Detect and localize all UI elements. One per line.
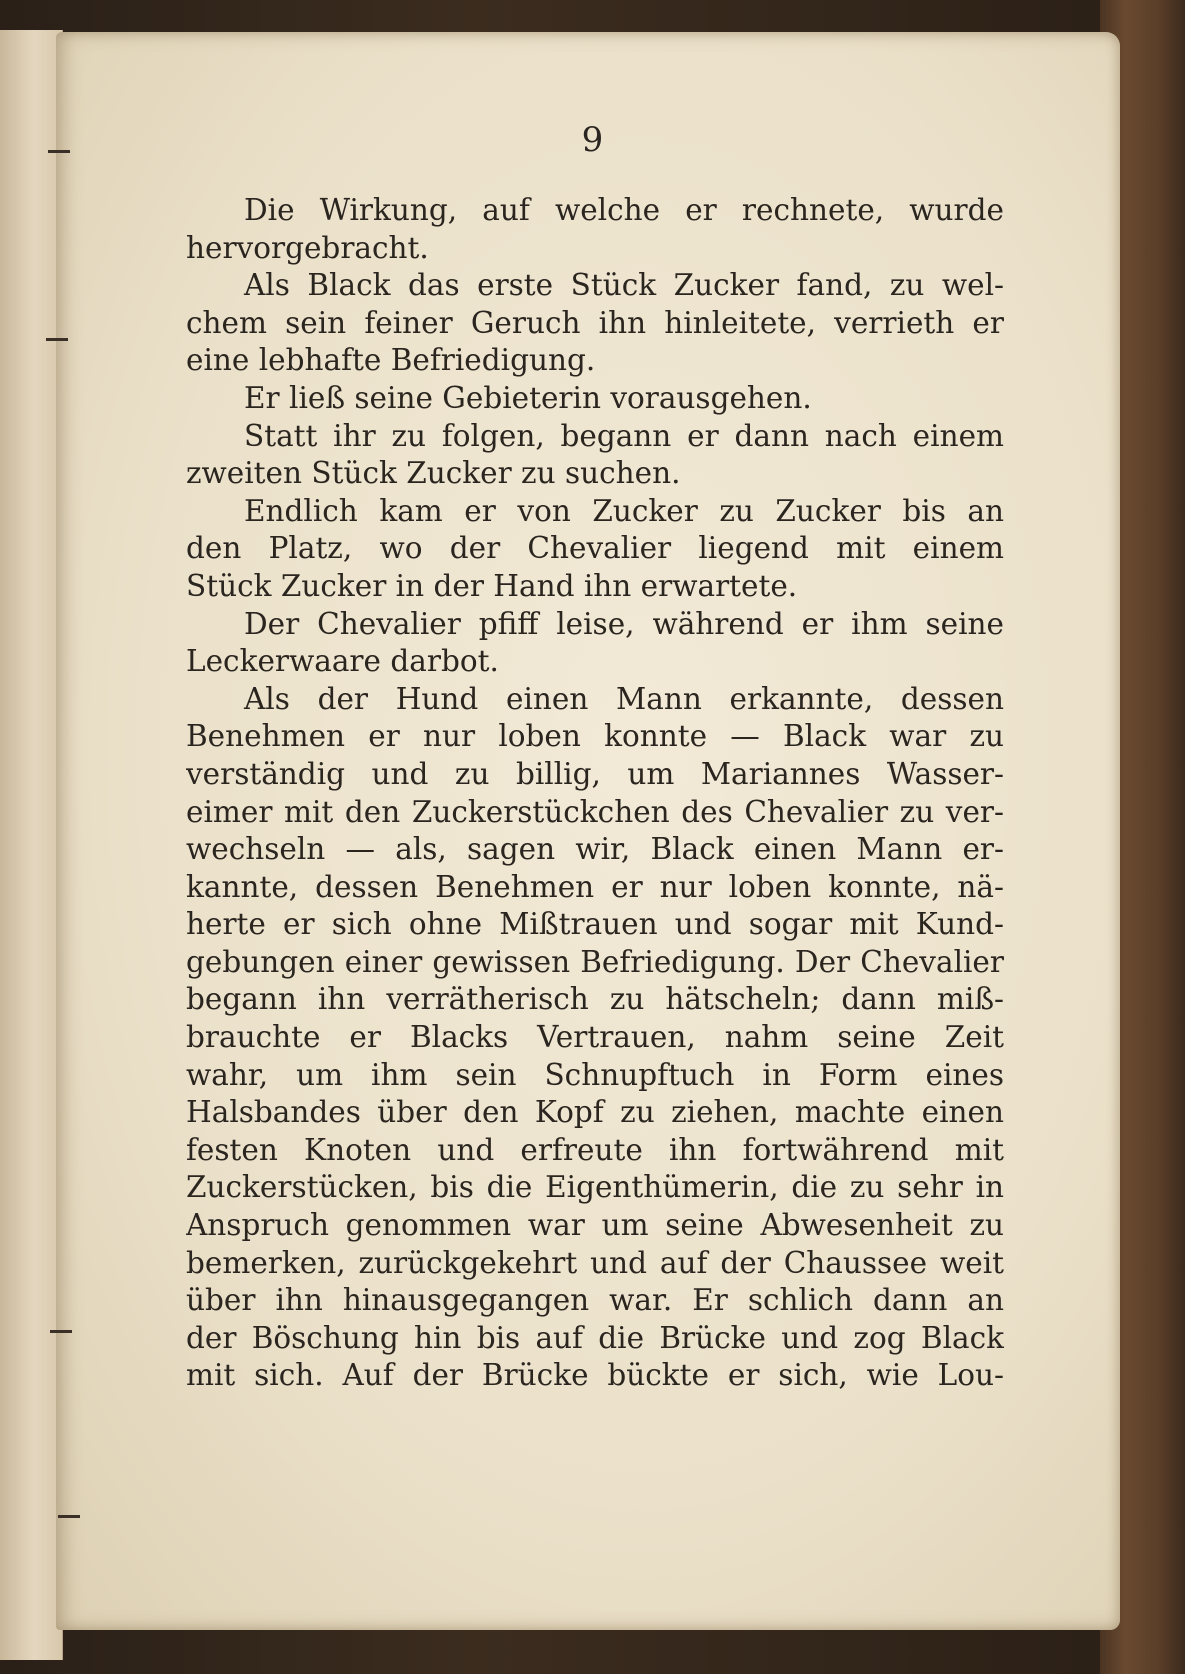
text-line: mit sich. Auf der Brücke bückte er sich, wie Lou- (186, 1358, 1004, 1393)
text-line: Er ließ seine Gebieterin vorausgehen. (244, 380, 812, 415)
text-line: Der Chevalier pfiff leise, während er ihm seine (244, 606, 1004, 641)
text-line: Halsbandes über den Kopf zu ziehen, machte einen (186, 1095, 1004, 1130)
text-line: eimer mit den Zuckerstückchen des Chevalier zu ver- (186, 794, 1004, 829)
text-line: wahr, um ihm sein Schnupftuch in Form eines (186, 1057, 1004, 1092)
text-line: Die Wirkung, auf welche er rechnete, wurde (244, 193, 1004, 227)
text-line: kannte, dessen Benehmen er nur loben konnte, nä- (186, 869, 1004, 904)
text-line: bemerken, zurückgekehrt und auf der Chaussee weit (186, 1245, 1004, 1280)
text-line: Benehmen er nur loben konnte — Black war zu (186, 719, 1004, 754)
text-line: chem sein feiner Geruch ihn hinleitete, verrieth er (186, 305, 1004, 340)
text-line: wechseln — als, sagen wir, Black einen Mann er- (186, 832, 1004, 867)
text-line: zweiten Stück Zucker zu suchen. (186, 456, 681, 491)
book-binding (0, 30, 63, 1660)
text-line: Anspruch genommen war um seine Abwesenheit zu (186, 1208, 1004, 1243)
text-line: verständig und zu billig, um Mariannes Wasser- (186, 756, 1004, 791)
text-line: den Platz, wo der Chevalier liegend mit einem (186, 531, 1004, 566)
text-line: eine lebhafte Befriedigung. (186, 343, 596, 378)
text-line: Endlich kam er von Zucker zu Zucker bis an (244, 493, 1004, 528)
page-number: 9 (581, 120, 604, 160)
text-line: Als Black das erste Stück Zucker fand, zu wel- (244, 268, 1004, 303)
margin-mark (50, 1330, 72, 1333)
body-text (186, 192, 1004, 1395)
text-line: festen Knoten und erfreute ihn fortwährend mit (186, 1132, 1004, 1167)
text-line: Als der Hund einen Mann erkannte, dessen (244, 681, 1004, 716)
text-line: Leckerwaare darbot. (186, 644, 499, 679)
margin-mark (46, 338, 68, 341)
text-line: begann ihn verrätherisch zu hätscheln; dann miß- (186, 982, 1004, 1017)
text-line: hervorgebracht. (186, 230, 429, 265)
text-line: Statt ihr zu folgen, begann er dann nach einem (244, 418, 1004, 453)
text-line: der Böschung hin bis auf die Brücke und zog Black (186, 1320, 1004, 1355)
text-line: brauchte er Blacks Vertrauen, nahm seine Zeit (186, 1020, 1004, 1055)
text-line: herte er sich ohne Mißtrauen und sogar mit Kund- (186, 907, 1004, 942)
margin-mark (58, 1515, 80, 1518)
text-line: Zuckerstücken, bis die Eigenthümerin, die zu sehr in (186, 1170, 1004, 1205)
text-line: über ihn hinausgegangen war. Er schlich dann an (186, 1283, 1004, 1318)
text-line: Stück Zucker in der Hand ihn erwartete. (186, 568, 798, 603)
text-line: gebungen einer gewissen Befriedigung. Der Chevalier (186, 944, 1004, 979)
